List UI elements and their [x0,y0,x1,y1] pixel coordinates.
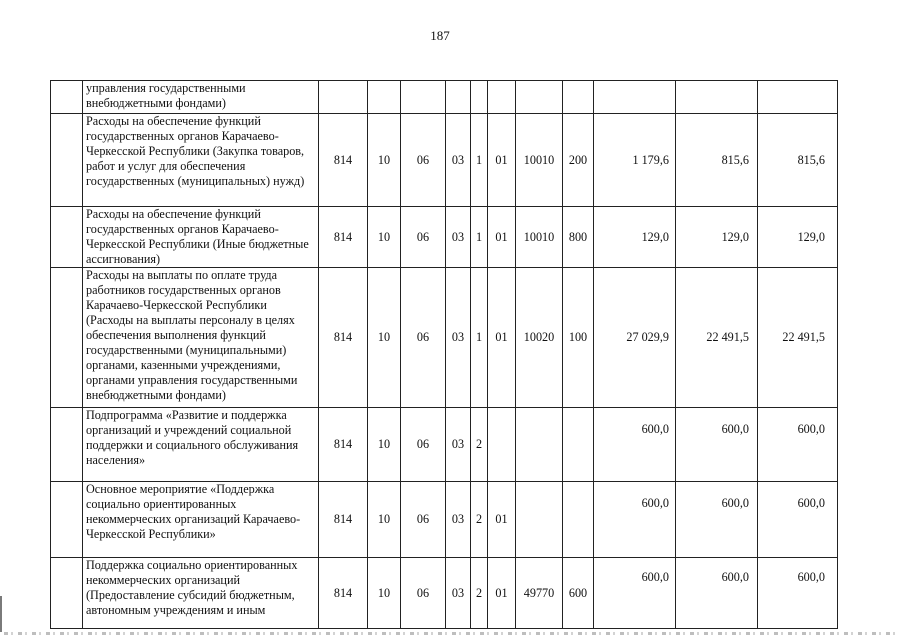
target-article-4-cell [516,408,563,482]
scan-edge-shadow [0,596,2,632]
gr-cell: 814 [319,268,368,408]
rz-cell: 10 [368,482,401,558]
gr-cell: 814 [319,408,368,482]
gr-cell: 814 [319,114,368,207]
target-article-1-cell: 03 [446,207,471,268]
vr-cell [563,482,594,558]
sum-3-cell: 600,0 [758,408,838,482]
row-marker-cell [51,482,83,558]
table-row [51,482,838,558]
gr-cell: 814 [319,558,368,629]
sum-1-cell: 600,0 [594,408,676,482]
row-marker-cell [51,408,83,482]
table-row [51,81,838,114]
rz-cell [368,81,401,114]
sum-2-cell: 815,6 [676,114,758,207]
pr-cell: 06 [401,268,446,408]
sum-1-cell: 1 179,6 [594,114,676,207]
table-row [51,114,838,207]
target-article-4-cell [516,81,563,114]
sum-2-cell: 22 491,5 [676,268,758,408]
rz-cell: 10 [368,207,401,268]
target-article-3-cell: 01 [488,207,516,268]
page-number: 187 [430,28,450,43]
description-cell: Расходы на обеспечение функций государственных органов Карачаево-Черкесской Республики (Закупка товаров, работ и услуг для обеспечения государственных (муниципальных) нужд) [83,114,319,207]
vr-cell: 600 [563,558,594,629]
target-article-2-cell: 2 [471,408,488,482]
target-article-1-cell: 03 [446,482,471,558]
rz-cell: 10 [368,268,401,408]
target-article-2-cell: 1 [471,114,488,207]
description-cell: Расходы на выплаты по оплате труда работников государственных органов Карачаево-Черкесской Республики (Расходы на выплаты персоналу в целях обеспечения выполнения функций государственными (муниципальными) органами, казенными учреждениями, органами управления государственными внебюджетными фондами) [83,268,319,408]
gr-cell: 814 [319,207,368,268]
target-article-4-cell: 10020 [516,268,563,408]
row-marker-cell [51,207,83,268]
sum-3-cell: 600,0 [758,482,838,558]
vr-cell [563,408,594,482]
rz-cell: 10 [368,558,401,629]
sum-2-cell [676,81,758,114]
target-article-2-cell: 1 [471,268,488,408]
gr-cell: 814 [319,482,368,558]
description-cell: Расходы на обеспечение функций государственных органов Карачаево-Черкесской Республики (Иные бюджетные ассигнования) [83,207,319,268]
vr-cell [563,81,594,114]
target-article-1-cell: 03 [446,114,471,207]
sum-3-cell: 600,0 [758,558,838,629]
sum-2-cell: 600,0 [676,482,758,558]
sum-3-cell: 815,6 [758,114,838,207]
target-article-2-cell: 2 [471,558,488,629]
target-article-1-cell: 03 [446,558,471,629]
vr-cell: 200 [563,114,594,207]
target-article-3-cell [488,81,516,114]
target-article-2-cell [471,81,488,114]
target-article-4-cell: 10010 [516,114,563,207]
table-row [51,408,838,482]
sum-3-cell: 129,0 [758,207,838,268]
sum-2-cell: 129,0 [676,207,758,268]
sum-1-cell: 27 029,9 [594,268,676,408]
sum-2-cell: 600,0 [676,408,758,482]
vr-cell: 800 [563,207,594,268]
pr-cell: 06 [401,482,446,558]
sum-2-cell: 600,0 [676,558,758,629]
pr-cell: 06 [401,558,446,629]
pr-cell [401,81,446,114]
target-article-3-cell [488,408,516,482]
description-cell: управления государственными внебюджетными фондами) [83,81,319,114]
sum-3-cell: 22 491,5 [758,268,838,408]
rz-cell: 10 [368,408,401,482]
sum-1-cell: 600,0 [594,482,676,558]
target-article-4-cell: 49770 [516,558,563,629]
target-article-2-cell: 1 [471,207,488,268]
target-article-3-cell: 01 [488,114,516,207]
rz-cell: 10 [368,114,401,207]
pr-cell: 06 [401,114,446,207]
description-cell: Основное мероприятие «Поддержка социально ориентированных некоммерческих организаций Карачаево-Черкесской Республики» [83,482,319,558]
target-article-3-cell: 01 [488,558,516,629]
table-row [51,558,838,629]
target-article-4-cell [516,482,563,558]
target-article-3-cell: 01 [488,482,516,558]
sum-3-cell [758,81,838,114]
row-marker-cell [51,558,83,629]
target-article-1-cell [446,81,471,114]
pr-cell: 06 [401,207,446,268]
budget-table [50,80,838,629]
target-article-1-cell: 03 [446,408,471,482]
description-cell: Подпрограмма «Развитие и поддержка организаций и учреждений социальной поддержки и социального обслуживания населения» [83,408,319,482]
sum-1-cell [594,81,676,114]
row-marker-cell [51,114,83,207]
target-article-4-cell: 10010 [516,207,563,268]
table-body [51,81,838,629]
row-marker-cell [51,268,83,408]
target-article-1-cell: 03 [446,268,471,408]
sum-1-cell: 129,0 [594,207,676,268]
gr-cell [319,81,368,114]
scan-bottom-noise [4,632,897,635]
table-row [51,207,838,268]
target-article-2-cell: 2 [471,482,488,558]
vr-cell: 100 [563,268,594,408]
row-marker-cell [51,81,83,114]
target-article-3-cell: 01 [488,268,516,408]
sum-1-cell: 600,0 [594,558,676,629]
description-cell: Поддержка социально ориентированных некоммерческих организаций (Предоставление субсидий бюджетным, автономным учреждениям и иным [83,558,319,629]
table-row [51,268,838,408]
pr-cell: 06 [401,408,446,482]
